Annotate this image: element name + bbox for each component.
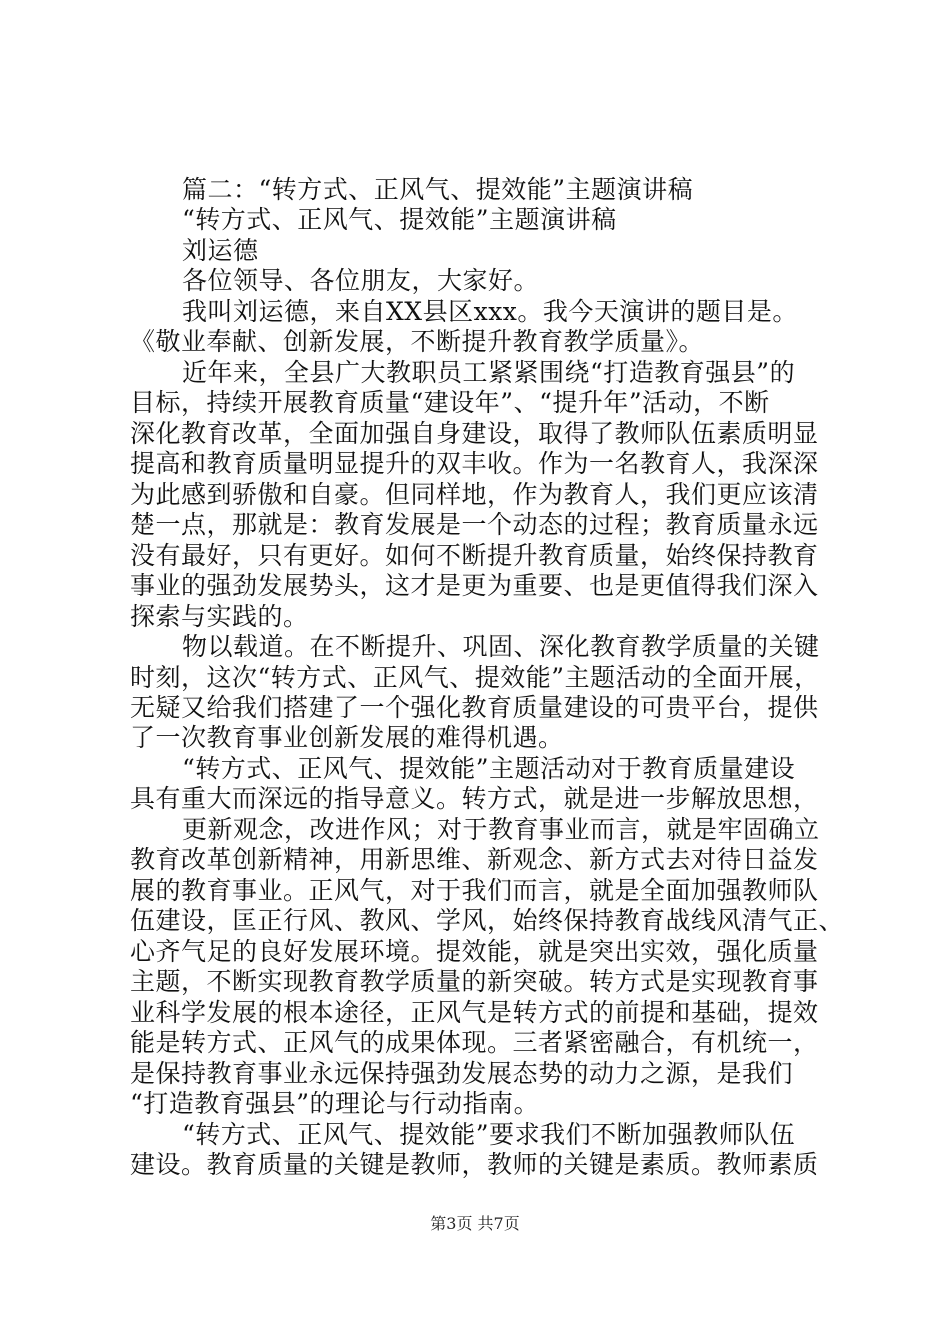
doc-text-line: 目标，持续开展教育质量“建设年”、“提升年”活动，不断	[130, 388, 770, 417]
doc-text-line: 深化教育改革，全面加强自身建设，取得了教师队伍素质明显	[130, 419, 819, 448]
doc-text-line: 主题，不断实现教育教学质量的新突破。转方式是实现教育事	[130, 967, 819, 996]
doc-text-line: 更新观念，改进作风；对于教育事业而言，就是牢固确立	[182, 815, 820, 844]
doc-text-line: “转方式、正风气、提效能”主题活动对于教育质量建设	[182, 754, 796, 783]
doc-text-line: 提高和教育质量明显提升的双丰收。作为一名教育人，我深深	[130, 449, 819, 478]
doc-text-line: 是保持教育事业永远保持强劲发展态势的动力之源，是我们	[130, 1059, 794, 1088]
doc-text-line: 探索与实践的。	[130, 602, 309, 631]
doc-text-line: 了一次教育事业创新发展的难得机遇。	[130, 723, 564, 752]
doc-text-line: 心齐气足的良好发展环境。提效能，就是突出实效，强化质量	[130, 937, 819, 966]
doc-text-line: 楚一点，那就是：教育发展是一个动态的过程；教育质量永远	[130, 510, 819, 539]
doc-heading-1: 篇二：“转方式、正风气、提效能”主题演讲稿	[182, 175, 694, 204]
doc-text-line: 没有最好，只有更好。如何不断提升教育质量，始终保持教育	[130, 541, 819, 570]
doc-text-line: 能是转方式、正风气的成果体现。三者紧密融合，有机统一，	[130, 1028, 819, 1057]
doc-text-line: 展的教育事业。正风气，对于我们而言，就是全面加强教师队	[130, 876, 819, 905]
doc-text-line: 伍建设，匡正行风、教风、学风，始终保持教育战线风清气正、	[130, 906, 845, 935]
doc-text-line: 事业的强劲发展势头，这才是更为重要、也是更值得我们深入	[130, 571, 819, 600]
doc-text-line: 无疑又给我们搭建了一个强化教育质量建设的可贵平台，提供	[130, 693, 819, 722]
doc-text-line: “转方式、正风气、提效能”要求我们不断加强教师队伍	[182, 1120, 796, 1149]
doc-text-line: 近年来，全县广大教职员工紧紧围绕“打造教育强县”的	[182, 358, 796, 387]
doc-text-line: “打造教育强县”的理论与行动指南。	[130, 1089, 540, 1118]
doc-text-line: 《敬业奉献、创新发展，不断提升教育教学质量》。	[130, 327, 705, 356]
page-number-footer: 第3页 共7页	[430, 1214, 520, 1233]
doc-text-line: 教育改革创新精神，用新思维、新观念、新方式去对待日益发	[130, 845, 819, 874]
doc-text-line: 物以载道。在不断提升、巩固、深化教育教学质量的关键	[182, 632, 820, 661]
doc-text-line: 建设。教育质量的关键是教师，教师的关键是素质。教师素质	[130, 1150, 819, 1179]
doc-text-line: 时刻，这次“转方式、正风气、提效能”主题活动的全面开展，	[130, 663, 820, 692]
doc-greeting: 各位领导、各位朋友，大家好。	[182, 266, 540, 295]
doc-text-line: 我叫刘运德，来自XX县区xxx。我今天演讲的题目是。	[182, 297, 798, 326]
doc-text-line: 具有重大而深远的指导意义。转方式，就是进一步解放思想，	[130, 784, 819, 813]
doc-heading-2: “转方式、正风气、提效能”主题演讲稿	[182, 205, 617, 234]
doc-author: 刘运德	[182, 236, 259, 265]
doc-text-line: 业科学发展的根本途径，正风气是转方式的前提和基础，提效	[130, 998, 819, 1027]
doc-text-line: 为此感到骄傲和自豪。但同样地，作为教育人，我们更应该清	[130, 480, 819, 509]
